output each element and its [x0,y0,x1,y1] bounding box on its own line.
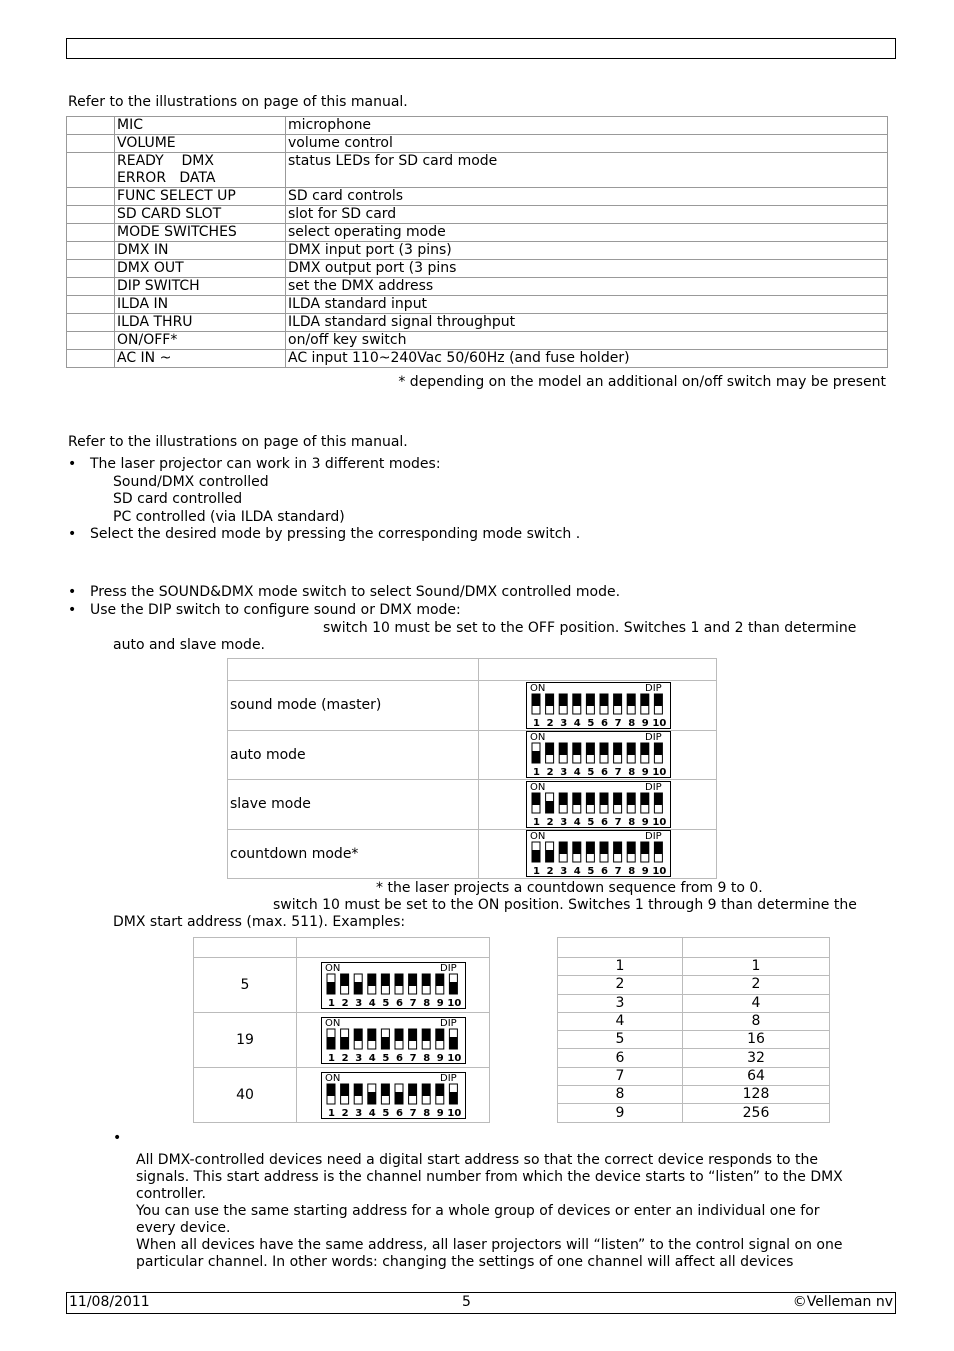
dip-knob-9 [436,1084,444,1096]
dip-number-6: 6 [601,816,608,828]
part-description: status LEDs for SD card mode [286,153,888,188]
table-row [67,117,888,135]
dip-on-label: ON [325,962,341,974]
dip-number-5: 5 [382,997,390,1009]
dip-knob-8 [422,1084,430,1096]
dip-switch-diagram [526,781,671,828]
table-row [67,314,888,332]
dip-knob-5 [381,1037,389,1049]
intro-text-2: Refer to the illustrations on page of this manual. [68,434,408,450]
switch-value: 16 [683,1031,830,1049]
dip-number-4: 4 [573,767,581,779]
table-row [558,1031,830,1049]
dip-label: DIP [645,732,662,744]
part-description: on/off key switch [286,332,888,350]
dip-switch-diagram [321,1017,466,1064]
dip-cell [297,1013,490,1068]
table-row [67,278,888,296]
table-cell [67,314,115,332]
dip-number-1: 1 [328,997,335,1009]
part-name: MODE SWITCHES [115,224,286,242]
dip-cell [479,681,717,731]
switch-number: 3 [558,994,683,1012]
address-value: 19 [194,1013,297,1068]
table-cell [67,296,115,314]
dip-knob-9 [641,743,649,755]
table-cell [67,117,115,135]
dip-knob-2 [546,694,554,706]
dip-knob-7 [409,1029,417,1041]
part-name: DMX IN [115,242,286,260]
dip-number-9: 9 [641,717,649,729]
dip-number-5: 5 [382,1107,390,1119]
dmx-explanation [136,1152,843,1271]
part-description: set the DMX address [286,278,888,296]
mode-table [227,658,717,879]
part-name: MIC [115,117,286,135]
dip-number-10: 10 [652,767,667,779]
dip-knob-8 [422,1029,430,1041]
switch-value: 8 [683,1012,830,1030]
table-row [558,1086,830,1104]
dip-number-6: 6 [601,717,608,729]
dip-number-3: 3 [355,1107,363,1119]
table-row [67,296,888,314]
dip-number-8: 8 [423,1107,431,1119]
dip-number-7: 7 [614,816,622,828]
dip-number-10: 10 [652,816,667,828]
dip-knob-5 [381,974,389,986]
sound-mode-text-2: auto and slave mode. [113,637,266,653]
table-cell [67,206,115,224]
parts-note: * depending on the model an additional on/off switch may be present [398,374,886,390]
dip-number-1: 1 [533,767,540,779]
dip-number-10: 10 [447,997,462,1009]
dip-knob-3 [354,1029,362,1041]
switch-value: 128 [683,1086,830,1104]
switch-number: 4 [558,1012,683,1030]
header-bar [66,38,896,59]
dip-number-6: 6 [601,866,608,878]
dip-label: DIP [645,781,662,793]
dip-knob-6 [395,1029,403,1041]
dip-number-7: 7 [409,1052,417,1064]
table-row [67,206,888,224]
table-row [194,958,490,1013]
mode-label: sound mode (master) [228,681,479,731]
dip-knob-10 [449,1037,457,1049]
part-name: DMX OUT [115,260,286,278]
table-row [67,242,888,260]
dip-on-label: ON [530,682,546,694]
parts-table [66,116,888,368]
dip-number-6: 6 [396,1052,403,1064]
switch-value: 4 [683,994,830,1012]
list-item: • Press the SOUND&DMX mode switch to select Sound/DMX controlled mode. [66,584,620,602]
dmx-mode-text: switch 10 must be set to the ON position. Switches 1 through 9 than determine the [273,897,857,913]
dip-knob-10 [449,982,457,994]
text-line: signals. This start address is the channel number from which the device starts to “listen” to the DMX [136,1169,843,1185]
dip-number-7: 7 [614,866,622,878]
dip-number-2: 2 [546,767,554,779]
dip-knob-3 [559,694,567,706]
switch-number: 1 [558,958,683,976]
dip-number-6: 6 [601,767,608,779]
dip-knob-5 [586,743,594,755]
dip-number-2: 2 [546,717,554,729]
dip-number-8: 8 [423,997,431,1009]
part-name: READY DMX ERROR DATA [115,153,286,188]
channel-table [557,937,830,1123]
dip-knob-6 [395,1092,403,1104]
dip-knob-6 [600,793,608,805]
part-description: slot for SD card [286,206,888,224]
table-row [558,1049,830,1067]
text-line: You can use the same starting address for a whole group of devices or enter an individual one for [136,1203,820,1219]
dip-knob-1 [327,982,335,994]
switch-value: 32 [683,1049,830,1067]
part-description: AC input 110~240Vac 50/60Hz (and fuse holder) [286,350,888,368]
dip-on-label: ON [325,1017,341,1029]
dip-number-5: 5 [382,1052,390,1064]
dip-knob-7 [409,1084,417,1096]
dip-on-label: ON [530,781,546,793]
dip-label: DIP [645,682,662,694]
dip-knob-8 [627,842,635,854]
dip-number-3: 3 [560,866,568,878]
mode-item: Sound/DMX controlled [113,473,269,490]
switch-number: 7 [558,1067,683,1085]
dip-cell [479,730,717,780]
dip-knob-1 [327,1084,335,1096]
dip-number-9: 9 [641,767,649,779]
dip-knob-4 [573,793,581,805]
sound-dmx-list [66,584,620,619]
dip-number-10: 10 [652,866,667,878]
bullet-dot: • [113,1130,122,1146]
address-value: 5 [194,958,297,1013]
dip-number-2: 2 [546,866,554,878]
dip-knob-3 [559,842,567,854]
table-row [228,730,717,780]
dip-number-9: 9 [641,816,649,828]
table-row [194,1013,490,1068]
dip-number-1: 1 [533,866,540,878]
dip-number-4: 4 [368,1052,376,1064]
table-row [67,135,888,153]
part-name: SD CARD SLOT [115,206,286,224]
dip-number-7: 7 [614,767,622,779]
part-name: FUNC SELECT UP [115,188,286,206]
dip-knob-1 [532,751,540,763]
switch-value: 64 [683,1067,830,1085]
footer-company: ©Velleman nv [792,1294,893,1310]
dip-number-2: 2 [341,1052,349,1064]
dip-label: DIP [440,1017,457,1029]
dip-knob-6 [600,743,608,755]
part-name: ILDA THRU [115,314,286,332]
switch-number: 5 [558,1031,683,1049]
dip-switch-diagram [321,1072,466,1119]
dip-knob-8 [627,694,635,706]
table-row [558,1067,830,1085]
sound-mode-text: switch 10 must be set to the OFF position. Switches 1 and 2 than determine [323,620,857,636]
dip-knob-10 [654,743,662,755]
dip-knob-3 [354,1084,362,1096]
dip-knob-5 [586,793,594,805]
part-name: VOLUME [115,135,286,153]
table-row [558,994,830,1012]
dip-switch-diagram [526,682,671,729]
dip-knob-2 [341,1037,349,1049]
dip-cell [479,780,717,830]
dip-knob-10 [654,694,662,706]
dip-knob-9 [436,974,444,986]
dip-cell [479,829,717,879]
part-description: DMX input port (3 pins) [286,242,888,260]
dip-knob-4 [368,974,376,986]
address-table [193,937,490,1123]
dip-knob-2 [546,743,554,755]
table-cell [67,278,115,296]
table-cell [67,224,115,242]
dip-knob-7 [614,842,622,854]
dip-number-5: 5 [587,717,595,729]
dip-number-2: 2 [546,816,554,828]
switch-value: 2 [683,976,830,994]
dip-number-8: 8 [628,767,636,779]
dip-knob-7 [614,694,622,706]
dip-knob-8 [422,974,430,986]
table-cell [67,350,115,368]
dip-number-7: 7 [409,997,417,1009]
table-row [558,976,830,994]
dip-knob-1 [532,793,540,805]
part-name: AC IN ~ [115,350,286,368]
dip-knob-3 [559,793,567,805]
dip-knob-10 [449,1092,457,1104]
part-name: ON/OFF* [115,332,286,350]
dip-number-8: 8 [423,1052,431,1064]
dip-knob-5 [586,842,594,854]
text-line: every device. [136,1220,231,1236]
table-row [67,350,888,368]
dip-knob-5 [586,694,594,706]
dip-cell [297,958,490,1013]
dmx-mode-text-2: DMX start address (max. 511). Examples: [113,914,406,930]
dip-number-9: 9 [641,866,649,878]
switch-number: 2 [558,976,683,994]
switch-number: 6 [558,1049,683,1067]
part-description: SD card controls [286,188,888,206]
dip-number-3: 3 [355,997,363,1009]
dip-number-10: 10 [447,1052,462,1064]
table-row [558,1012,830,1030]
dip-number-3: 3 [560,767,568,779]
dip-number-8: 8 [628,866,636,878]
dip-number-5: 5 [587,767,595,779]
dip-number-10: 10 [447,1107,462,1119]
dip-number-2: 2 [341,997,349,1009]
dip-knob-9 [436,1029,444,1041]
dip-number-1: 1 [533,717,540,729]
dip-knob-9 [641,793,649,805]
dip-number-7: 7 [409,1107,417,1119]
modes-list [66,456,580,544]
dip-knob-1 [327,1037,335,1049]
dip-number-3: 3 [355,1052,363,1064]
dip-knob-7 [409,974,417,986]
dip-knob-10 [654,793,662,805]
table-row [228,681,717,731]
dip-knob-2 [546,801,554,813]
dip-knob-4 [368,1029,376,1041]
switch-value: 256 [683,1104,830,1122]
part-description: ILDA standard input [286,296,888,314]
table-cell [67,242,115,260]
dip-switch-diagram [526,731,671,778]
dip-label: DIP [645,831,662,843]
table-row [228,829,717,879]
dip-number-9: 9 [436,1107,444,1119]
dip-label: DIP [440,1072,457,1084]
dip-number-8: 8 [628,717,636,729]
dip-number-1: 1 [328,1052,335,1064]
switch-value: 1 [683,958,830,976]
table-row [194,1068,490,1123]
dip-label: DIP [440,962,457,974]
dip-switch-diagram [526,830,671,877]
dip-number-4: 4 [573,866,581,878]
part-description: ILDA standard signal throughput [286,314,888,332]
dip-knob-6 [600,842,608,854]
dip-number-3: 3 [560,717,568,729]
table-row [67,188,888,206]
dip-knob-6 [600,694,608,706]
table-row [228,780,717,830]
part-name: DIP SWITCH [115,278,286,296]
dip-knob-5 [381,1084,389,1096]
mode-label: slave mode [228,780,479,830]
dip-number-4: 4 [573,717,581,729]
dip-knob-9 [641,842,649,854]
dip-knob-8 [627,793,635,805]
dip-number-4: 4 [368,997,376,1009]
dip-knob-9 [641,694,649,706]
dip-cell [297,1068,490,1123]
dip-knob-2 [341,974,349,986]
footer [66,1292,896,1314]
dip-knob-2 [341,1084,349,1096]
table-cell [67,188,115,206]
list-item: • Use the DIP switch to configure sound or DMX mode: [66,602,620,620]
table-cell [67,135,115,153]
dip-knob-10 [654,842,662,854]
dip-knob-4 [573,842,581,854]
dip-number-5: 5 [587,866,595,878]
dip-knob-2 [546,850,554,862]
dip-number-9: 9 [436,997,444,1009]
table-row [67,153,888,188]
table-row [558,1104,830,1122]
dip-knob-4 [573,694,581,706]
dip-knob-7 [614,793,622,805]
mode-item: PC controlled (via ILDA standard) [113,508,345,525]
text-line: particular channel. In other words: changing the settings of one channel will affect all devices [136,1254,794,1270]
intro-text-1: Refer to the illustrations on page of this manual. [68,94,408,110]
part-description: microphone [286,117,888,135]
dip-number-8: 8 [628,816,636,828]
dip-on-label: ON [325,1072,341,1084]
text-line: All DMX-controlled devices need a digital start address so that the correct device responds to the [136,1152,818,1168]
dip-knob-8 [627,743,635,755]
table-row [67,332,888,350]
dip-on-label: ON [530,732,546,744]
countdown-note: * the laser projects a countdown sequence from 9 to 0. [376,880,763,896]
dip-number-3: 3 [560,816,568,828]
dip-switch-diagram [321,962,466,1009]
dip-knob-1 [532,694,540,706]
footer-date: 11/08/2011 [69,1294,150,1310]
dip-number-5: 5 [587,816,595,828]
table-row [558,958,830,976]
dip-number-6: 6 [396,997,403,1009]
table-cell [67,153,115,188]
dip-number-10: 10 [652,717,667,729]
dip-knob-6 [395,974,403,986]
mode-label: countdown mode* [228,829,479,879]
page-number: 5 [462,1294,471,1310]
dip-number-6: 6 [396,1107,403,1119]
dip-knob-1 [532,850,540,862]
switch-number: 8 [558,1086,683,1104]
dip-knob-3 [559,743,567,755]
dip-knob-7 [614,743,622,755]
dip-number-2: 2 [341,1107,349,1119]
mode-label: auto mode [228,730,479,780]
list-item: • The laser projector can work in 3 different modes: [66,456,580,474]
part-name: ILDA IN [115,296,286,314]
address-value: 40 [194,1068,297,1123]
dip-number-4: 4 [368,1107,376,1119]
dip-knob-4 [573,743,581,755]
table-row [67,260,888,278]
dip-knob-4 [368,1092,376,1104]
text-line: controller. [136,1186,206,1202]
dip-number-1: 1 [533,816,540,828]
table-cell [67,260,115,278]
table-cell [67,332,115,350]
list-item: • Select the desired mode by pressing the corresponding mode switch . [66,526,580,544]
dip-number-7: 7 [614,717,622,729]
part-description: DMX output port (3 pins [286,260,888,278]
switch-number: 9 [558,1104,683,1122]
dip-on-label: ON [530,831,546,843]
dip-number-4: 4 [573,816,581,828]
table-row [67,224,888,242]
part-description: volume control [286,135,888,153]
text-line: When all devices have the same address, all laser projectors will “listen” to the control signal on one [136,1237,843,1253]
dip-knob-3 [354,982,362,994]
dip-number-9: 9 [436,1052,444,1064]
mode-item: SD card controlled [113,491,243,507]
part-description: select operating mode [286,224,888,242]
dip-number-1: 1 [328,1107,335,1119]
